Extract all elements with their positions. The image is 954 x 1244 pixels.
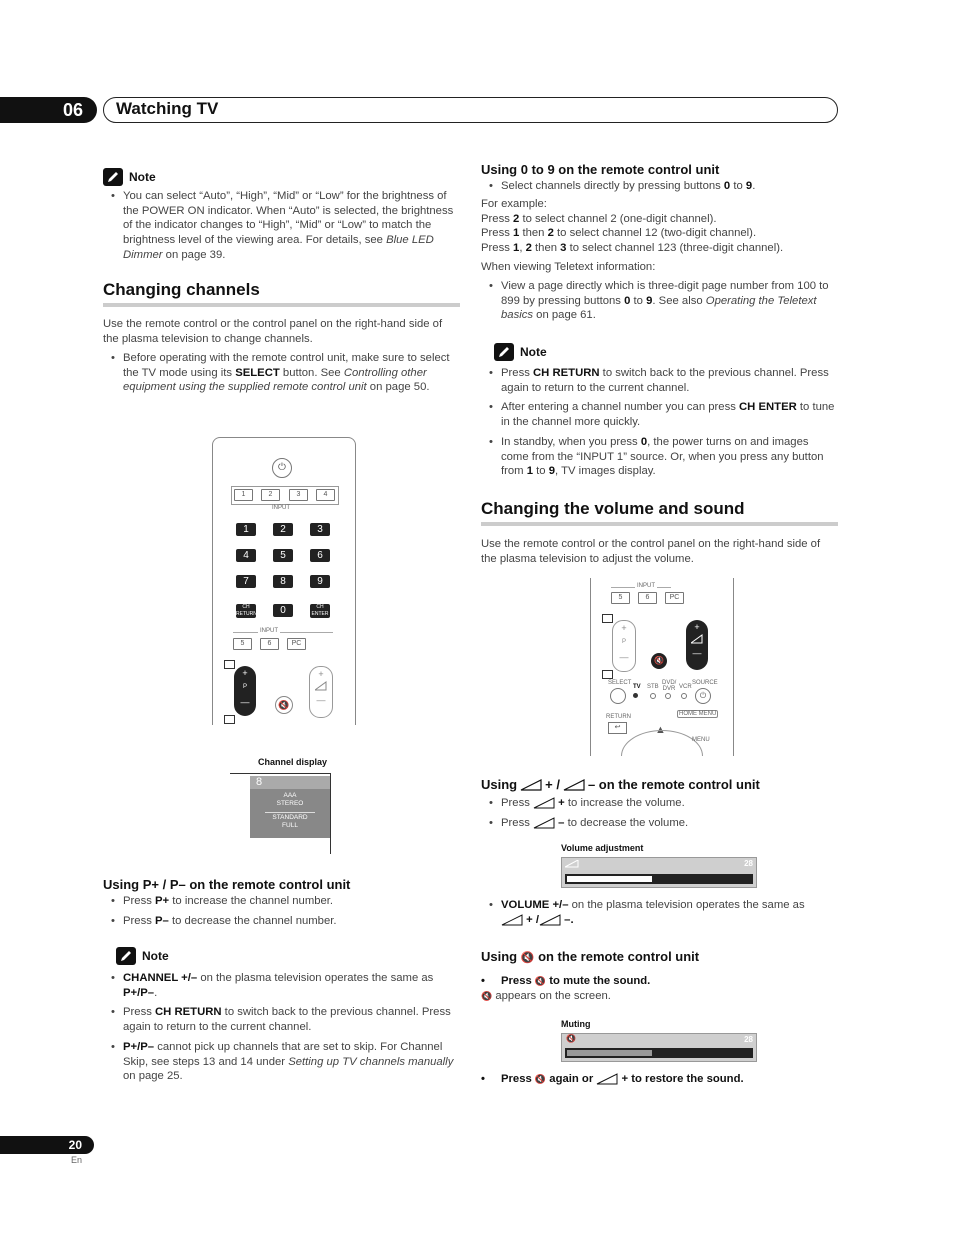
note-heading [103, 168, 460, 186]
return-icon: ↩ [608, 722, 627, 734]
volume-rocker: + — [686, 620, 708, 670]
note3-bullet-2: • After entering a channel number you can press CH ENTER to tune in the channel more quickly. [481, 400, 838, 429]
for-example: For example: [481, 198, 547, 210]
input-button-3: 3 [289, 489, 308, 501]
volume-icon [691, 634, 703, 644]
up-arrow-icon: ▲ [655, 724, 666, 736]
input-button-2: 2 [261, 489, 280, 501]
page-number: 20 [0, 1136, 94, 1154]
channel-display-number: 8 [250, 776, 330, 789]
cc-bullet: • Before operating with the remote control unit, make sure to select the TV mode using its SELECT button. See Controlling other equipment using the supplied remote control unit on page 50. [103, 351, 460, 395]
input-button-6: 6 [638, 592, 657, 604]
channel-rocker: + P — [612, 620, 636, 672]
note-label: Note [129, 170, 156, 184]
mute-icon: 🔇 [275, 696, 293, 714]
mute-icon: 🔇 [520, 952, 535, 964]
led-stb [650, 693, 656, 699]
using09-title: Using 0 to 9 on the remote control unit [481, 162, 720, 177]
teletext-icon [602, 614, 613, 623]
chapter-title: Watching TV [116, 99, 219, 118]
input-button-4: 4 [316, 489, 335, 501]
channel-display-caption: Channel display [258, 757, 328, 767]
power-icon: ⏻ [695, 688, 711, 704]
section-rule [103, 303, 460, 307]
using09-bullet: • Select channels directly by pressing buttons 0 to 9. [481, 179, 838, 194]
pp-title: Using P+ / P– on the remote control unit [103, 877, 351, 892]
remote-control-volume-illustration [590, 578, 734, 756]
note-label: Note [142, 949, 169, 963]
ch-enter-button: CH ENTER [311, 604, 329, 617]
pencil-note-icon [103, 168, 123, 186]
tv-label: TV [633, 684, 641, 690]
muting-caption: Muting [561, 1019, 591, 1029]
vol-bullet-2: • Press – to decrease the volume. [481, 816, 838, 831]
muting-fill [567, 1050, 652, 1056]
ch-return-button: CH RETURN [236, 604, 257, 617]
input-button-pc: PC [665, 592, 684, 604]
channel-display-panel [250, 776, 330, 838]
num-button-8: 8 [273, 575, 293, 588]
channel-display-name: AAA [283, 792, 297, 799]
input2-label: INPUT [260, 628, 278, 634]
note3-bullet-3: • In standby, when you press 0, the power turns on and images come from the “INPUT 1” source. Or, when you press any button from 1 to 9, TV images display. [481, 435, 838, 479]
led-dvd [665, 693, 671, 699]
input-button-6: 6 [260, 638, 279, 650]
volume-adjustment-panel [561, 857, 757, 888]
mute-press: • Press 🔇 to mute the sound. [481, 975, 651, 987]
section-changing-channels [103, 280, 460, 307]
muting-track [565, 1048, 753, 1058]
volume-intro: Use the remote control or the control panel on the right-hand side of the plasma television to adjust the volume. [481, 538, 821, 565]
input-button-5: 5 [233, 638, 252, 650]
note-label: Note [520, 345, 547, 359]
volume-icon [596, 1073, 618, 1085]
note-brightness [103, 168, 460, 268]
power-icon: ⏻ [272, 458, 292, 478]
pp-bullet-2: • Press P– to decrease the channel number. [103, 914, 460, 929]
muting-panel [561, 1033, 757, 1062]
channel-rocker: + P — [234, 666, 256, 716]
num-button-3: 3 [310, 523, 330, 536]
home-menu-button: HOME MENU [679, 711, 717, 717]
cc-intro: Use the remote control or the control panel on the right-hand side of the plasma television to change channels. [103, 318, 443, 345]
volume-icon [533, 817, 555, 829]
return-label: RETURN [606, 714, 631, 720]
volume-icon [533, 797, 555, 809]
using-volume-title: Using + / – on the remote control unit [481, 777, 760, 792]
volume-value: 28 [744, 859, 753, 868]
num-button-2: 2 [273, 523, 293, 536]
example-3: Press 1, 2 then 3 to select channel 123 (three-digit channel). [481, 242, 784, 255]
volume-adjustment-caption: Volume adjustment [561, 843, 644, 853]
volume-icon [563, 779, 585, 791]
num-button-4: 4 [236, 549, 256, 562]
mute-appears: 🔇 appears on the screen. [481, 990, 611, 1002]
mute-icon: 🔇 [534, 976, 547, 986]
teletext-icon-2 [224, 715, 235, 724]
note2-bullet-2: • Press CH RETURN to switch back to the previous channel. Press again to return to the current channel. [103, 1005, 460, 1034]
channel-display-size: FULL [282, 822, 298, 829]
volume-icon [539, 914, 561, 926]
example-2: Press 1 then 2 to select channel 12 (two-digit channel). [481, 227, 757, 240]
note2-bullet-3: • P+/P– cannot pick up channels that are set to skip. For Channel Skip, see steps 13 and 14 under Setting up TV channels manually on page 25. [103, 1040, 460, 1084]
section-title: Changing the volume and sound [481, 499, 745, 518]
teletext-bullet: • View a page directly which is three-digit page number from 100 to 899 by pressing buttons 0 to 9. See also Operating the Teletext basics on page 61. [481, 279, 838, 323]
input-button-1: 1 [234, 489, 253, 501]
pencil-note-icon [116, 947, 136, 965]
input-label: INPUT [637, 583, 655, 589]
num-button-9: 9 [310, 575, 330, 588]
teletext-icon-2 [602, 670, 613, 679]
volume-track [565, 874, 753, 884]
remote-control-illustration [212, 437, 356, 725]
note3-heading [494, 343, 547, 361]
mute-icon: 🔇 [566, 1034, 576, 1043]
vol-bullet-1: • Press + to increase the volume. [481, 796, 838, 811]
language-code: En [71, 1155, 83, 1165]
dvd-label: DVD/ DVR [662, 680, 677, 692]
example-1: Press 2 to select channel 2 (one-digit channel). [481, 212, 717, 225]
section-volume [481, 499, 838, 526]
num-button-7: 7 [236, 575, 256, 588]
examples [481, 197, 838, 275]
led-tv [633, 693, 638, 698]
source-label: SOURCE [692, 680, 718, 686]
select-label: SELECT [608, 680, 632, 686]
vcr-label: VCR [679, 684, 692, 690]
note3-bullet-1: • Press CH RETURN to switch back to the previous channel. Press again to return to the current channel. [481, 366, 838, 395]
input-button-5: 5 [611, 592, 630, 604]
num-button-5: 5 [273, 549, 293, 562]
mute-icon: 🔇 [481, 991, 493, 1001]
volume-icon [315, 681, 327, 691]
num-button-0: 0 [273, 604, 293, 617]
input-button-pc: PC [287, 638, 306, 650]
mute-icon: 🔇 [651, 653, 667, 669]
channel-display-audio: STEREO [276, 800, 304, 807]
note2-heading [116, 947, 169, 965]
led-vcr [681, 693, 687, 699]
input2-rule [233, 632, 333, 633]
volume-plus-bullet: • VOLUME +/– on the plasma television operates the same as + / –. [481, 898, 838, 927]
pp-bullet-1: • Press P+ to increase the channel number. [103, 894, 460, 909]
direction-pad [621, 730, 703, 756]
menu-label: MENU [692, 737, 710, 743]
volume-fill [567, 876, 652, 882]
num-button-1: 1 [236, 523, 256, 536]
teletext-intro: When viewing Teletext information: [481, 260, 656, 273]
stb-label: STB [647, 684, 659, 690]
num-button-6: 6 [310, 549, 330, 562]
input-label: INPUT [272, 505, 290, 511]
volume-rocker: + — [309, 666, 333, 718]
volume-icon [565, 860, 579, 868]
section-rule [481, 522, 838, 526]
volume-icon [501, 914, 523, 926]
volume-icon [520, 779, 542, 791]
note-brightness-text: • You can select “Auto”, “High”, “Mid” or “Low” for the brightness of the POWER ON indicator. When “Auto” is selected, the brightness of the indicator changes to “High”, “Mid” or “Low” to match the brightness level of the viewing area. For details, see Blue LED Dimmer on page 39. [103, 189, 460, 263]
select-button [610, 688, 626, 704]
muting-value: 28 [744, 1035, 753, 1044]
chapter-number: 06 [0, 97, 97, 123]
channel-display-mode: STANDARD [272, 814, 308, 821]
mute-icon: 🔇 [534, 1074, 547, 1084]
using-mute-title: Using 🔇 on the remote control unit [481, 949, 700, 964]
note2-bullet-1: • CHANNEL +/– on the plasma television operates the same as P+/P–. [103, 971, 460, 1000]
pencil-note-icon [494, 343, 514, 361]
restore-sound: • Press 🔇 again or + to restore the sound. [481, 1073, 744, 1085]
section-title: Changing channels [103, 280, 260, 299]
